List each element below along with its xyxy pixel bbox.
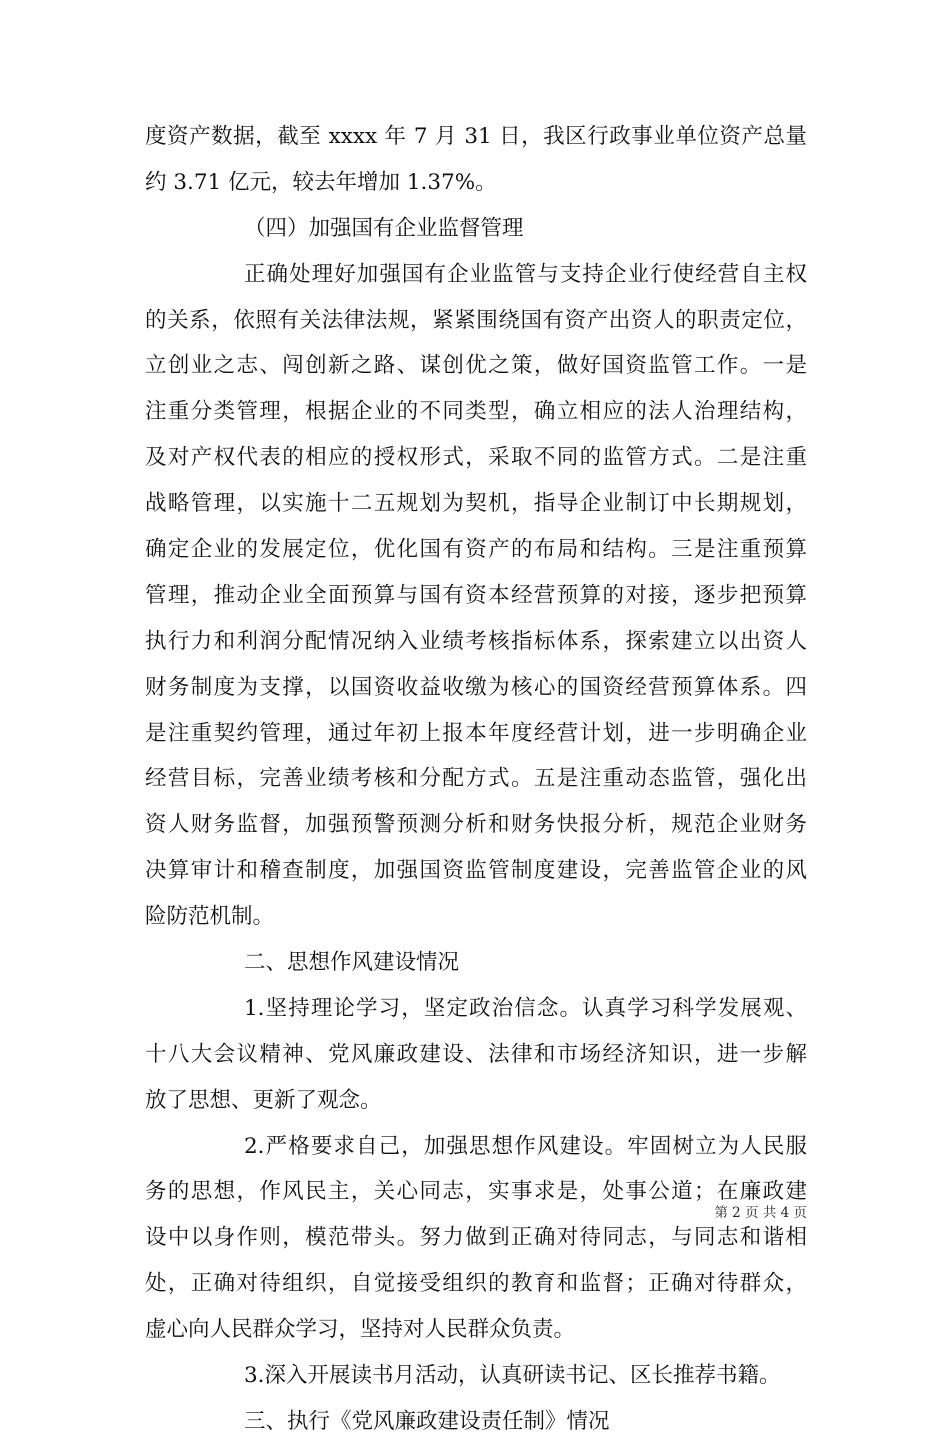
text-line: 管理，推动企业全面预算与国有资本经营预算的对接，逐步把预算: [145, 582, 807, 608]
text-line: 2.严格要求自己，加强思想作风建设。牢固树立为人民服: [244, 1133, 807, 1159]
text-line: 注重分类管理，根据企业的不同类型，确立相应的法人治理结构，: [145, 399, 807, 425]
text-line: 处，正确对待组织，自觉接受组织的教育和监督；正确对待群众，: [145, 1271, 807, 1297]
page-footer: 第 2 页 共 4 页: [714, 1205, 807, 1221]
text-line: 二、思想作风建设情况: [244, 950, 460, 976]
text-line: 务的思想，作风民主，关心同志，实事求是，处事公道；在廉政建: [145, 1179, 807, 1205]
text-line: 三、执行《党风廉政建设责任制》情况: [244, 1408, 610, 1434]
text-line: 度资产数据，截至 xxxx 年 7 月 31 日，我区行政事业单位资产总量: [145, 124, 807, 149]
text-line: 设中以身作则，模范带头。努力做到正确对待同志，与同志和谐相: [145, 1225, 807, 1251]
text-line: 约 3.71 亿元，较去年增加 1.37%。: [145, 169, 497, 195]
text-line: （四）加强国有企业监督管理: [244, 215, 524, 241]
text-line: 险防范机制。: [145, 904, 275, 930]
text-line: 及对产权代表的相应的授权形式，采取不同的监管方式。二是注重: [145, 445, 807, 471]
text-line: 3.深入开展读书月活动，认真研读书记、区长推荐书籍。: [244, 1363, 781, 1389]
text-line: 决算审计和稽查制度，加强国资监管制度建设，完善监管企业的风: [145, 858, 807, 884]
text-line: 立创业之志、闯创新之路、谋创优之策，做好国资监管工作。一是: [145, 353, 807, 379]
text-line: 1.坚持理论学习，坚定政治信念。认真学习科学发展观、: [244, 995, 807, 1021]
text-line: 放了思想、更新了观念。: [145, 1087, 382, 1113]
text-line: 虚心向人民群众学习，坚持对人民群众负责。: [145, 1317, 576, 1343]
text-line: 经营目标，完善业绩考核和分配方式。五是注重动态监管，强化出: [145, 766, 807, 792]
document-body: [145, 114, 807, 1445]
text-line: 财务制度为支撑，以国资收益收缴为核心的国资经营预算体系。四: [145, 674, 807, 700]
text-line: 战略管理，以实施十二五规划为契机，指导企业制订中长期规划，: [145, 491, 807, 517]
text-line: 资人财务监督，加强预警预测分析和财务快报分析，规范企业财务: [145, 812, 807, 838]
text-line: 执行力和利润分配情况纳入业绩考核指标体系，探索建立以出资人: [145, 628, 807, 654]
text-line: 是注重契约管理，通过年初上报本年度经营计划，进一步明确企业: [145, 720, 807, 746]
text-line: 的关系，依照有关法律法规，紧紧围绕国有资产出资人的职责定位，: [145, 307, 807, 333]
text-line: 确定企业的发展定位，优化国有资产的布局和结构。三是注重预算: [145, 537, 807, 563]
text-line: 十八大会议精神、党风廉政建设、法律和市场经济知识，进一步解: [145, 1041, 807, 1067]
text-line: 正确处理好加强国有企业监管与支持企业行使经营自主权: [244, 261, 807, 287]
